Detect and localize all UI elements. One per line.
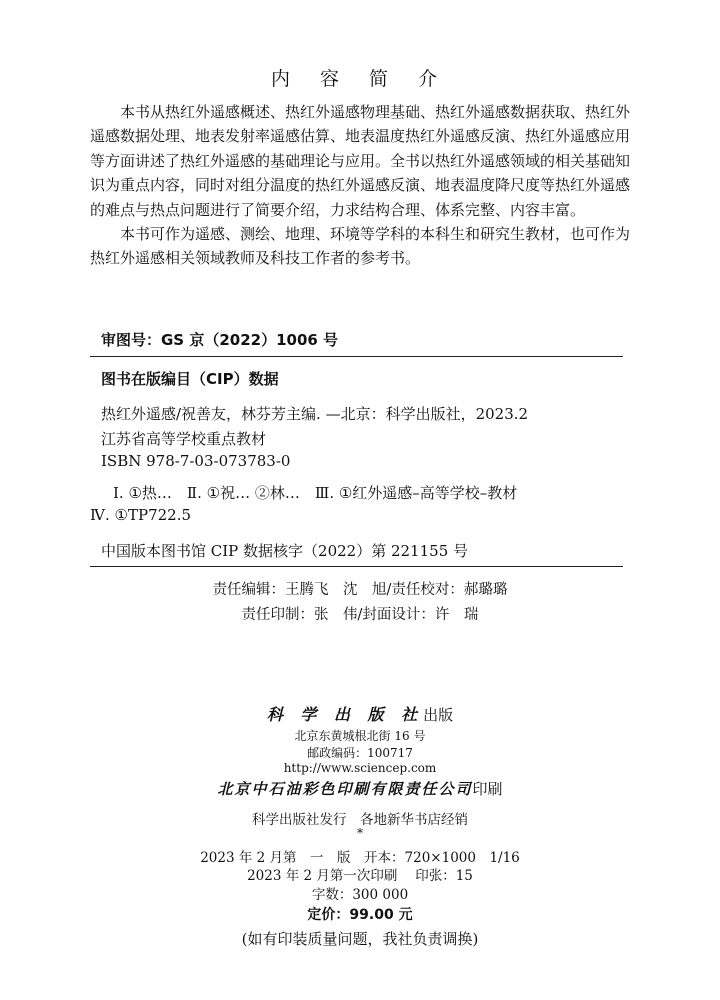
separator-star: * [357,826,363,840]
printer-suffix: 印刷 [472,780,503,798]
cip-classification-line: Ⅰ. ①热… Ⅱ. ①祝… ②林… Ⅲ. ①红外遥感–高等学校–教材 [113,484,518,502]
cip-heading: 图书在版编目（CIP）数据 [101,370,279,388]
edition-line-2: 2023 年 2 月第一次印刷 印张：15 [247,868,473,884]
intro-paragraph-2: 本书可作为遥感、测绘、地理、环境等学科的本科生和研究生教材，也可作为热红外遥感相关领域教师及科技工作者的参考书。 [90,225,631,268]
publisher-url: http://www.sciencep.com [283,761,437,775]
edition-line-1: 2023 年 2 月第 一 版 开本：720×1000 1/16 [200,850,520,866]
quality-notice: (如有印装质量问题，我社负责调换) [241,930,479,948]
price: 定价：99.00 元 [307,907,413,923]
publisher-name: 科 学 出 版 社 [266,705,424,724]
cip-series-line: 江苏省高等学校重点教材 [101,430,267,448]
intro-paragraph-1: 本书从热红外遥感概述、热红外遥感物理基础、热红外遥感数据获取、热红外遥感数据处理、地表发射率遥感估算、地表温度热红外遥感反演、热红外遥感应用等方面讲述了热红外遥感的基础理论与应用。全书以热红外遥感领域的相关基础知识为重点内容，同时对组分温度的热红外遥感反演、地表温度降尺度等热红外遥感的难点与热点问题进行了简要介绍，力求结构合理、体系完整、内容丰富。 [90,103,631,219]
cip-title-line: 热红外遥感/祝善友，林芬芳主编. —北京：科学出版社，2023.2 [101,405,529,423]
printer-line [0,778,720,799]
publisher-suffix: 出版 [423,706,454,724]
cip-record-number: 中国版本图书馆 CIP 数据核字（2022）第 221155 号 [101,542,469,560]
publisher-postcode: 邮政编码：100717 [307,746,413,760]
intro-section [90,100,630,271]
bottom-divider [90,566,623,567]
page-title: 内 容 简 介 [270,68,450,90]
distribution-line: 科学出版社发行 各地新华书店经销 [252,812,468,828]
publisher-line [0,702,720,725]
cip-classification-line-2: Ⅳ. ①TP722.5 [90,506,192,524]
printer-name: 北京中石油彩色印刷有限责任公司 [217,780,473,798]
map-review-number: 审图号：GS 京（2022）1006 号 [101,331,339,349]
top-divider [90,356,623,357]
publisher-address: 北京东黄城根北街 16 号 [294,729,426,743]
cip-isbn-line: ISBN 978-7-03-073783-0 [101,452,291,470]
word-count: 字数：300 000 [311,887,409,903]
editor-credits: 责任编辑：王腾飞 沈 旭/责任校对：郝璐璐 [212,582,508,598]
print-credits: 责任印制：张 伟/封面设计：许 瑞 [241,607,479,623]
